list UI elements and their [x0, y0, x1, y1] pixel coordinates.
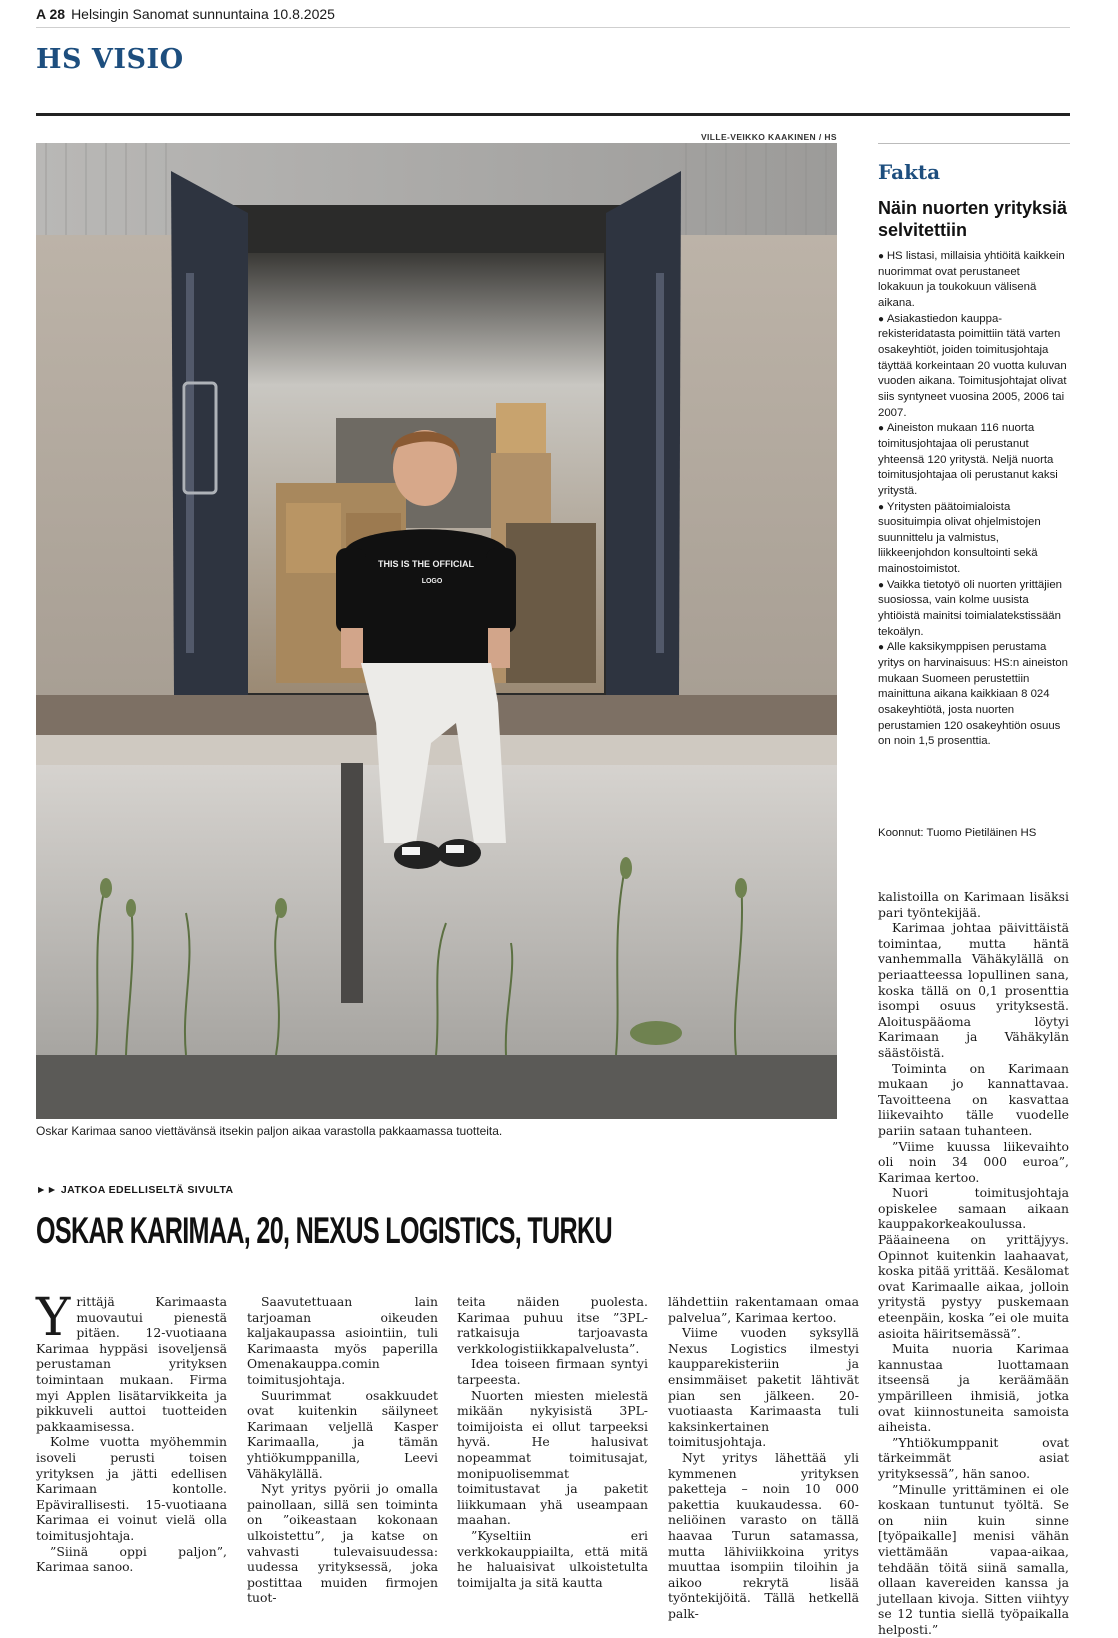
- fakta-list: [878, 249, 1068, 750]
- page-number: A 28: [36, 6, 66, 22]
- shirt-text: THIS IS THE OFFICIAL: [378, 559, 474, 569]
- shirt-logo-text: LOGO: [421, 578, 443, 585]
- paragraph: Saavutettuaan lain tarjoaman oikeuden kaljakaupassa asiointiin, tuli Karimaasta myös paperilla Omenakauppa.comin toimitusjohtaja.: [247, 1294, 438, 1387]
- double-arrow-icon: ►►: [36, 1184, 58, 1196]
- paragraph: kalistoilla on Karimaan lisäksi pari työntekijää.: [878, 889, 1069, 920]
- article-column-3: [457, 1294, 648, 1590]
- paragraph: Idea toiseen firmaan syntyi tarpeesta.: [457, 1356, 648, 1387]
- paragraph: Nuorten miesten mielestä mikään nykyisistä 3PL-toimijoista ei ollut tarpeeksi hyvä. He halusivat nopeammat toimitusajat, monipuolisemmat toimitustavat ja paketit liikkumaan yhä useampaan maahan.: [457, 1387, 648, 1528]
- paragraph: rittäjä Karimaasta muovautui pienestä pitäen. 12-vuotiaana Karimaa hyppäsi isoveljensä perustaman yrityksen toimintaan mukaan. Firma myi Applen lisätarvikkeita ja pikkuveli auttoi tuotteiden pakkaamisessa.: [36, 1294, 227, 1434]
- article-photo: [36, 143, 837, 1119]
- fakta-item: ● HS listasi, millaisia yhtiöitä kaikkein nuorimmat ovat perustaneet lokakuun ja toukokuun välisenä aikana.: [878, 249, 1068, 312]
- fakta-item: ● Yritysten päätoimialoista suosituimpia olivat ohjelmistojen suunnittelu ja valmistus, liikkeenjohdon konsultointi sekä mainostoimistot.: [878, 500, 1068, 578]
- photo-credit: VILLE-VEIKKO KAAKINEN / HS: [700, 132, 837, 142]
- fakta-item: ● Alle kaksikymppisen perustama yritys on harvinaisuus: HS:n aineiston mukaan Suomeen perustettiin mainittuna aikana kaikkiaan 8 024 osakeyhtiötä, josta nuorten perustamien 120 osakeyhtiön osuus on noin 1,5 prosenttia.: [878, 640, 1068, 750]
- paragraph: Kolme vuotta myöhemmin isoveli perusti toisen yrityksen ja jätti edellisen Karimaan kontolle. Epävirallisesti. 15-vuotiaana Karimaa ei voinut vielä olla toimitusjohtaja.: [36, 1434, 227, 1543]
- section-divider: [36, 113, 1070, 116]
- paragraph: Nyt yritys lähettää yli kymmenen yrityksen paketteja – noin 10 000 pakettia kuukaudessa. 60-neliöinen varasto on tällä haavaa Turun satamassa, mutta lähiviikkoina yritys muuttaa isompiin tiloihin ja aikoo rekrytä lisää työntekijöitä. Tällä hetkellä palk-: [668, 1449, 859, 1621]
- paragraph: lähdettiin rakentamaan omaa palvelua”, Karimaa kertoo.: [668, 1294, 859, 1325]
- fakta-item: ● Aineiston mukaan 116 nuorta toimitusjohtajaa oli perustanut yhteensä 120 yritystä. Neljä nuorta toimitusjohtajaa oli perustanut kaksi yritystä.: [878, 421, 1068, 499]
- paragraph: Nyt yritys pyörii jo omalla painollaan, sillä sen toiminta on ”oikeastaan kokonaan ulkoistettu”, ja katse on vahvasti tulevaisuudessa: uudessa yrityksessä, joka postittaa muiden firmojen tuot-: [247, 1481, 438, 1606]
- photo-caption: Oskar Karimaa sanoo viettävänsä itsekin paljon aikaa varastolla pakkaamassa tuotteita.: [36, 1124, 503, 1138]
- fakta-item: ● Asiakastiedon kaupparekisteridatasta poimittiin tätä varten osakeyhtiöt, joiden toimitusjohtaja täyttää korkeintaan 20 vuotta kuluvan vuoden aikana. Toimitusjohtajat olivat siis syntyneet vuosina 2005, 2006 tai 2007.: [878, 312, 1068, 422]
- paragraph: ”Siinä oppi paljon”, Karimaa sanoo.: [36, 1543, 227, 1575]
- page-folio: [36, 6, 335, 22]
- continued-text: JATKOA EDELLISELTÄ SIVULTA: [60, 1184, 234, 1196]
- fakta-credit: Koonnut: Tuomo Pietiläinen HS: [878, 827, 1037, 839]
- article-column-5: [878, 889, 1069, 1638]
- paragraph: ”Viime kuussa liikevaihto oli noin 34 000 euroa”, Karimaa kertoo.: [878, 1138, 1069, 1185]
- article-column-4: [668, 1294, 859, 1621]
- paragraph: Nuori toimitusjohtaja opiskelee samaan aikaan kauppakorkeakoulussa. Pääaineena on yrittäjyys. Opinnot kuitenkin laahaavat, koska pitää yrittää. Kesälomat ovat Karimaalle aikaa, jolloin yritystä pystyy puskemaan eteenpäin, koska ”ei ole muita asioita häiritsemässä”.: [878, 1185, 1069, 1341]
- paragraph: Suurimmat osakkuudet ovat kuitenkin säilyneet Karimaan veljellä Kasper Karimaalla, ja tämän yhtiökumppanilla, Leevi Vähäkylällä.: [247, 1387, 438, 1481]
- article-column-2: [247, 1294, 438, 1606]
- paragraph: Muita nuoria Karimaa kannustaa luottamaan itseensä ja keräämään ympärilleen ihmisiä, jotka ovat kiinnostuneita samoista aiheista.: [878, 1341, 1069, 1435]
- paragraph: ”Kyseltiin eri verkkokauppiailta, että mitä he haluaisivat ulkoistetulta toimijalta ja sitä kautta: [457, 1527, 648, 1590]
- fakta-label: Fakta: [878, 160, 941, 184]
- paragraph: ”Minulle yrittäminen ei ole koskaan tuntunut työltä. Se on niin kuin sinne [työpaikalle] menisi vähän viettämään vapaa-aikaa, tehdään töitä siinä samalla, ollaan kavereiden kanssa ja jutellaan kivoja. Sitten viihtyy se 12 tuntia siellä työpaikalla helposti.”: [878, 1481, 1069, 1637]
- paragraph: teita näiden puolesta. Karimaa puhuu itse ”3PL-ratkaisuja tarjoavasta verkkologistiikkapalvelusta”.: [457, 1294, 648, 1356]
- paragraph: ”Yhtiökumppanit ovat tärkeimmät asiat yrityksessä”, hän sanoo.: [878, 1434, 1069, 1481]
- publication-date: Helsingin Sanomat sunnuntaina 10.8.2025: [71, 6, 335, 22]
- paragraph: Toiminta on Karimaan mukaan jo kannattavaa. Tavoitteena on kasvattaa liikevaihto tälle vuodelle pariin sataan tuhanteen.: [878, 1060, 1069, 1138]
- fakta-divider: [878, 143, 1070, 144]
- fakta-item: ● Vaikka tietotyö oli nuorten yrittäjien suosiossa, vain kolme uusista yhtiöistä mainitsi toimialatekstissään tekoälyn.: [878, 578, 1068, 641]
- article-headline: OSKAR KARIMAA, 20, NEXUS LOGISTICS, TURKU: [36, 1210, 613, 1251]
- drop-cap: Y: [36, 1288, 71, 1348]
- continued-label: [36, 1184, 234, 1196]
- article-column-1: [36, 1288, 227, 1575]
- paragraph: Karimaa johtaa päivittäistä toimintaa, mutta häntä vanhemmalla Vähäkylällä on periaatteessa lopullinen sana, koska tällä on 0,1 prosenttia isompi osuus yrityksestä. Aloituspääoma löytyi Karimaan ja Vähäkylän säästöistä.: [878, 920, 1069, 1060]
- fakta-title: Näin nuorten yrityksiä selvitettiin: [878, 198, 1068, 240]
- paragraph: Viime vuoden syksyllä Nexus Logistics ilmestyi kaupparekisteriin ja ensimmäiset paketit lähtivät pian sen jälkeen. 20-vuotiaasta Karimaasta tuli kaksinkertainen toimitusjohtaja.: [668, 1325, 859, 1450]
- header-divider: [36, 27, 1070, 28]
- section-title: HS VISIO: [36, 44, 184, 75]
